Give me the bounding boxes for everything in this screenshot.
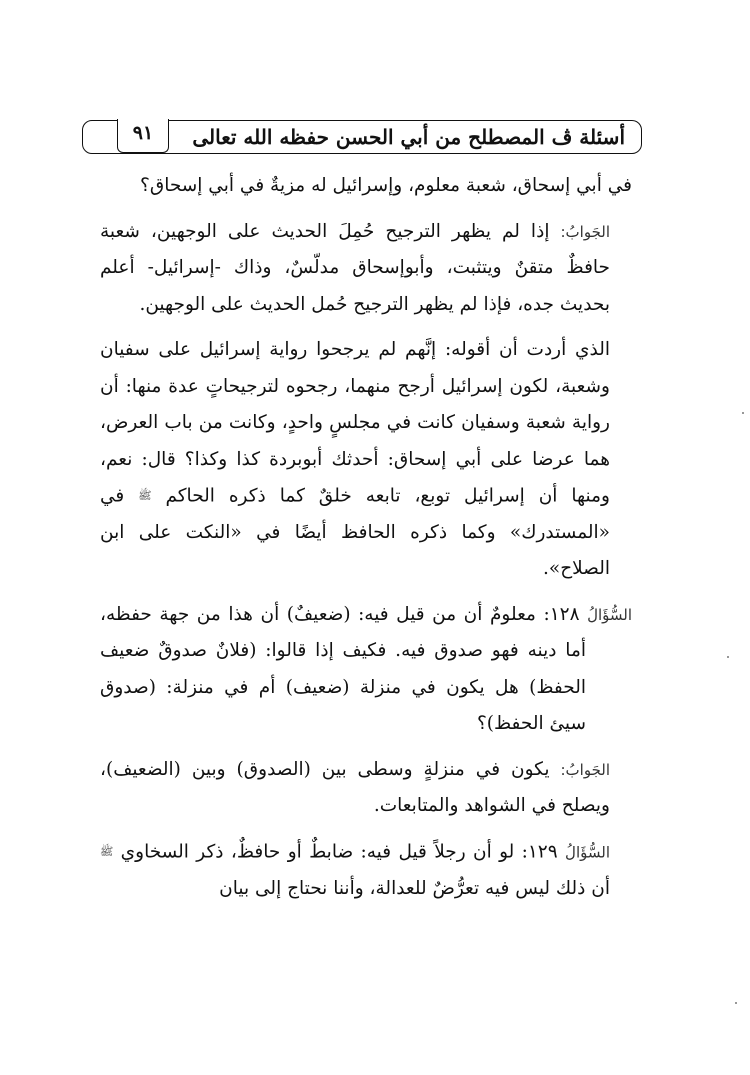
answer-label: الجَوابُ: <box>560 760 610 779</box>
scan-speck <box>742 412 744 414</box>
body-paragraph <box>100 332 632 588</box>
question-number: ١٢٩: <box>521 841 558 862</box>
question-text: لو أن رجلاً قيل فيه: ضابطٌ أو حافظٌ، ذكر السخاوي <box>120 841 515 862</box>
question-label: السُّؤَالُ <box>587 605 632 624</box>
page-number: ٩١ <box>132 122 154 144</box>
question-text-continued: أن ذلك ليس فيه تعرُّضٌ للعدالة، وأننا نحتاج إلى بيان <box>219 877 610 899</box>
answer-text: يكون في منزلةٍ وسطى بين (الصدوق) وبين (الضعيف)، ويصلح في الشواهد والمتابعات. <box>100 758 610 817</box>
question-label: السُّؤَالُ <box>565 843 610 861</box>
page-body <box>100 168 632 907</box>
answer-label: الجَوابُ: <box>560 222 610 241</box>
question-paragraph <box>100 834 632 907</box>
honorific-mark: ﷺ <box>100 844 114 858</box>
continuation-text: في أبي إسحاق، شعبة معلوم، وإسرائيل له مزيةٌ في أبي إسحاق؟ <box>140 175 632 196</box>
question-continuation <box>100 168 632 205</box>
question-paragraph <box>100 597 632 743</box>
answer-paragraph <box>100 752 632 825</box>
page-number-box <box>117 119 169 153</box>
header-title: أسئلة ڤ المصطلح من أبي الحسن حفظه الله تعالى <box>192 125 625 149</box>
question-number: ١٢٨: <box>543 603 580 625</box>
page-header <box>82 120 642 154</box>
scan-speck <box>727 656 729 658</box>
honorific-mark: ﷺ <box>138 489 152 502</box>
scan-speck <box>735 1002 737 1004</box>
paragraph-text-continued: في «المستدرك» وكما ذكره الحافظ أيضًا في «النكت على ابن الصلاح». <box>100 485 610 580</box>
paragraph-text: الذي أردت أن أقوله: إنَّهم لم يرجحوا رواية إسرائيل على سفيان وشعبة، لكون إسرائيل أرجح منهما، رجحوه لترجيحاتٍ عدة منها: أن رواية شعبة وسفيان كانت في مجلسٍ واحدٍ، وكانت من باب العرض، هما عرضا على أبي إسحاق: أحدثك أبوبردة كذا وكذا؟ قال: نعم، ومنها أن إسرائيل توبع، تابعه خلقٌ كما ذكره الحاكم <box>100 339 610 507</box>
question-text: معلومٌ أن من قيل فيه: (ضعيفٌ) أن هذا من جهة حفظه، أما دينه فهو صدوق فيه. فكيف إذا قالوا: (فلانٌ صدوقٌ ضعيف الحفظ) هل يكون في منزلة (ضعيف) أم في منزلة: (صدوق سيئ الحفظ)؟ <box>100 603 586 735</box>
answer-paragraph <box>100 214 632 324</box>
answer-text: إذا لم يظهر الترجيح حُمِلَ الحديث على الوجهين، شعبة حافظٌ متقنٌ ويتثبت، وأبوإسحاق مدلّسٌ، وذاك -إسرائيل- أعلم بحديث جده، فإذا لم يظهر الترجيح حُمل الحديث على الوجهين. <box>100 220 610 315</box>
